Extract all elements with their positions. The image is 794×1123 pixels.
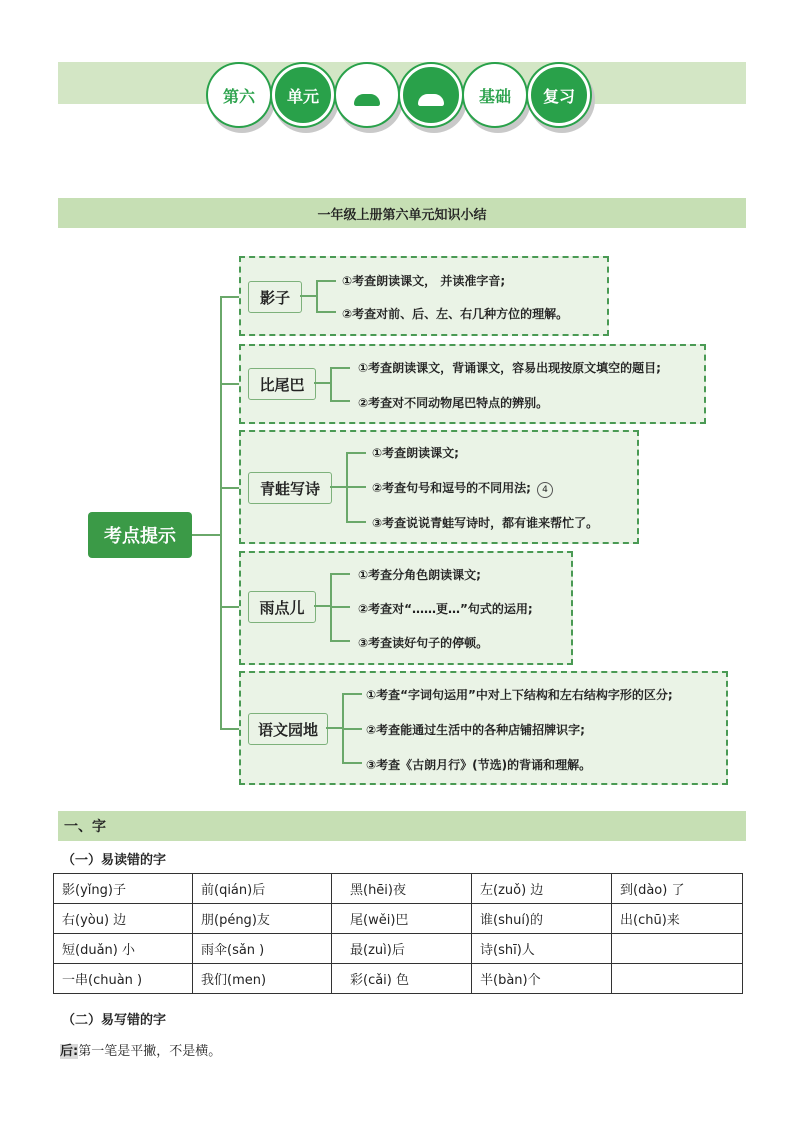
table-row	[54, 964, 743, 994]
topic-item: ①考查朗读课文， 并读准字音;	[342, 274, 506, 288]
table-row	[54, 904, 743, 934]
note-text: 第一笔是平撇，不是横。	[78, 1044, 222, 1059]
connector	[330, 400, 350, 402]
topic-item: ①考查分角色朗读课文;	[358, 568, 481, 582]
table-row	[54, 874, 743, 904]
mindmap-root: 考点提示	[88, 512, 192, 558]
connector	[316, 280, 318, 312]
table-cell: 雨伞(sǎn )	[193, 934, 332, 964]
connector	[330, 486, 346, 488]
table-cell: 朋(péng)友	[193, 904, 332, 934]
header-circle-1	[208, 64, 270, 126]
table-cell: 彩(cǎi) 色	[332, 964, 472, 994]
connector	[314, 605, 330, 607]
connector	[342, 693, 362, 695]
topic-node-1: 影子	[248, 281, 302, 313]
connector	[316, 311, 336, 313]
subsection-title: （一）易读错的字	[62, 853, 167, 868]
connector	[342, 728, 362, 730]
table-cell: 到(dào) 了	[612, 874, 743, 904]
connector	[330, 606, 350, 608]
header-circle-text: 单元	[286, 86, 319, 106]
cloud-icon	[354, 94, 380, 106]
page-title: 一年级上册第六单元知识小结	[58, 198, 746, 228]
subsection-title: （二）易写错的字	[62, 1013, 167, 1028]
table-row	[54, 934, 743, 964]
connector	[346, 521, 366, 523]
cloud-icon	[418, 94, 444, 106]
table-cell: 黑(hēi)夜	[332, 874, 472, 904]
topic-item: ②考查对“……更…”句式的运用;	[358, 602, 533, 616]
topic-item: ③考查《古朗月行》(节选)的背诵和理解。	[366, 758, 592, 772]
table-cell: 尾(wěi)巴	[332, 904, 472, 934]
connector	[326, 727, 342, 729]
topic-item: ②考查对不同动物尾巴特点的辨别。	[358, 396, 549, 410]
table-cell: 出(chū)来	[612, 904, 743, 934]
table-cell: 前(qián)后	[193, 874, 332, 904]
header-circle-6	[528, 64, 590, 126]
table-cell: 诗(shī)人	[472, 934, 612, 964]
header-circle-text: 复习	[542, 86, 575, 106]
table-cell: 我们(men)	[193, 964, 332, 994]
connector	[220, 296, 222, 728]
connector	[346, 452, 366, 454]
topic-item: ③考查说说青蛙写诗时，都有谁来帮忙了。	[372, 516, 599, 530]
table-cell: 谁(shuí)的	[472, 904, 612, 934]
topic-item: ①考查朗读课文;	[372, 446, 459, 460]
word-table	[53, 873, 743, 994]
note-line	[60, 1040, 221, 1059]
header-circle-2	[272, 64, 334, 126]
table-cell: 短(duǎn) 小	[54, 934, 193, 964]
section-title: 一、字	[58, 811, 746, 841]
header-circle-text: 基础	[478, 86, 511, 106]
connector	[330, 367, 350, 369]
table-cell: 左(zuǒ) 边	[472, 874, 612, 904]
connector	[342, 762, 362, 764]
topic-node-4: 雨点儿	[248, 591, 316, 623]
topic-item: ①考查“字词句运用”中对上下结构和左右结构字形的区分;	[366, 688, 673, 702]
topic-item: ③考查读好句子的停顿。	[358, 636, 489, 650]
header-circle-4	[400, 64, 462, 126]
circled-number-marker: 4	[537, 482, 553, 498]
table-cell: 半(bàn)个	[472, 964, 612, 994]
connector	[330, 640, 350, 642]
table-cell: 右(yòu) 边	[54, 904, 193, 934]
connector	[300, 295, 316, 297]
connector	[314, 382, 330, 384]
table-cell: 一串(chuàn )	[54, 964, 193, 994]
connector	[330, 573, 350, 575]
connector	[316, 280, 336, 282]
topic-item: ②考查能通过生活中的各种店铺招牌识字;	[366, 723, 585, 737]
header-circle-5	[464, 64, 526, 126]
header-circle-3	[336, 64, 398, 126]
topic-item: ①考查朗读课文，背诵课文，容易出现按原文填空的题目;	[358, 361, 661, 375]
connector	[192, 534, 220, 536]
connector	[330, 367, 332, 401]
table-cell: 最(zuì)后	[332, 934, 472, 964]
note-key: 后:	[60, 1044, 79, 1059]
topic-item: ②考查对前、后、左、右几种方位的理解。	[342, 307, 569, 321]
topic-item-text: ②考查句号和逗号的不同用法;	[372, 481, 531, 495]
topic-node-2: 比尾巴	[248, 368, 316, 400]
header-circle-text: 第六	[222, 86, 255, 106]
table-cell: 影(yǐng)子	[54, 874, 193, 904]
table-cell	[612, 964, 743, 994]
topic-item	[372, 479, 553, 498]
table-cell	[612, 934, 743, 964]
connector	[346, 486, 366, 488]
topic-node-3: 青蛙写诗	[248, 472, 332, 504]
topic-node-5: 语文园地	[248, 713, 328, 745]
